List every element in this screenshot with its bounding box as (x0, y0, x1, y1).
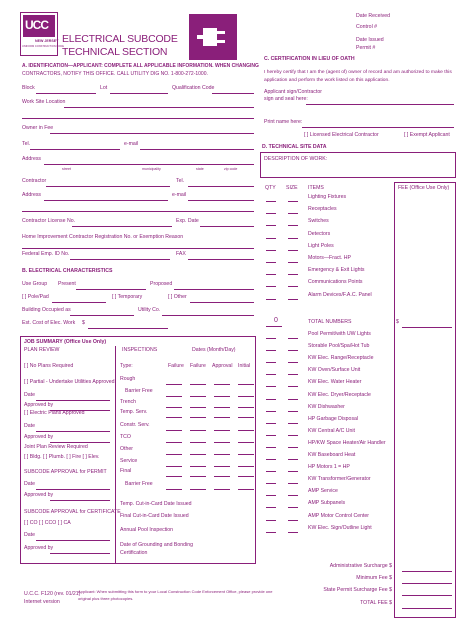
item-label: KW Elec. Sign/Outline Light (308, 524, 372, 531)
qty-field[interactable] (266, 399, 276, 400)
size-field[interactable] (288, 213, 298, 214)
license-field[interactable] (72, 226, 172, 227)
inspection-date-field[interactable] (166, 454, 182, 455)
inspection-date-field[interactable] (214, 407, 230, 408)
inspection-type: Barrier Free (125, 388, 153, 394)
item-label: AMP Motor Control Center (308, 512, 370, 519)
item-label: HP Motors 1 = HP (308, 464, 350, 471)
section-d-heading: D. TECHNICAL SITE DATA (262, 144, 327, 150)
inspection-date-field[interactable] (190, 466, 206, 467)
inspection-date-field[interactable] (214, 430, 230, 431)
section-a-heading: A. IDENTIFICATION—APPLICANT: COMPLETE ALL APPLICABLE INFORMATION. WHEN CHANGING (22, 63, 259, 69)
pole-pad-checkbox[interactable]: [ ] Pole/Pad (22, 294, 49, 300)
inspection-type: Barrier Free (125, 481, 153, 487)
item-label: Switches (308, 218, 329, 225)
inspection-date-field[interactable] (238, 417, 254, 418)
certificate-checkboxes[interactable]: [ ] CO [ ] CCO [ ] CA (24, 520, 71, 526)
qty-field[interactable] (266, 238, 276, 239)
qty-field[interactable] (266, 225, 276, 226)
exempt-applicant-checkbox[interactable]: [ ] Exempt Applicant (404, 132, 450, 138)
item-label: Pool Permit/with UW Lights (308, 331, 371, 337)
item-label: KW Oven/Surface Unit (308, 367, 361, 374)
inspection-date-field[interactable] (214, 476, 230, 477)
item-label: AMP Subpanels (308, 500, 346, 507)
inspection-date-field[interactable] (214, 466, 230, 467)
inspection-type: Annual Pool Inspection (120, 527, 174, 533)
inspection-date-field[interactable] (190, 476, 206, 477)
lot-field[interactable] (110, 93, 168, 94)
owner-address-field[interactable] (44, 164, 254, 165)
inspection-date-field[interactable] (166, 384, 182, 385)
inspection-type: Temp. Cut-in-Card Date Issued (120, 501, 192, 507)
inspection-date-field[interactable] (238, 430, 254, 431)
inspection-type: Other (120, 446, 133, 452)
inspection-date-field[interactable] (238, 489, 254, 490)
plug-icon (189, 14, 237, 60)
inspection-date-field[interactable] (190, 417, 206, 418)
print-name-field[interactable] (302, 127, 454, 128)
section-b-heading: B. ELECTRICAL CHARACTERISTICS (22, 268, 113, 274)
item-label: Light Poles (308, 242, 334, 249)
no-plans-checkbox[interactable]: [ ] No Plans Required (24, 363, 74, 369)
inspection-date-field[interactable] (166, 476, 182, 477)
form-number: U.C.C. F120 (rev. 01/21) (24, 591, 81, 597)
inspection-date-field[interactable] (238, 384, 254, 385)
size-field[interactable] (288, 423, 298, 424)
item-label: Alarm Devices/F.A.C. Panel (308, 291, 372, 298)
size-field[interactable] (288, 286, 298, 287)
item-label: Detectors (308, 230, 331, 237)
item-label: KW Dishwasher (308, 403, 345, 410)
inspection-date-field[interactable] (238, 454, 254, 455)
inspection-date-field[interactable] (214, 489, 230, 490)
inspection-type: Constr. Serv. (120, 422, 150, 428)
contractor-address-field[interactable] (44, 200, 168, 201)
inspection-date-field[interactable] (166, 407, 182, 408)
minimum-fee-field[interactable] (402, 583, 452, 584)
qty-field[interactable] (266, 362, 276, 363)
qty-field[interactable] (266, 507, 276, 508)
federal-id-field[interactable] (70, 259, 170, 260)
contractor-email-field[interactable] (188, 200, 254, 201)
item-label: KW Transformer/Generator (308, 476, 371, 483)
joint-plan-checkboxes[interactable]: [ ] Bldg. [ ] Plumb. [ ] Fire [ ] Elev. (24, 454, 100, 460)
temporary-checkbox[interactable]: [ ] Temporary (112, 294, 143, 300)
inspection-date-field[interactable] (190, 430, 206, 431)
inspection-date-field[interactable] (166, 396, 182, 397)
form-title-line1: ELECTRICAL SUBCODE (62, 33, 178, 45)
qty-field[interactable] (266, 350, 276, 351)
job-summary-heading: JOB SUMMARY (Office Use Only) (24, 339, 107, 345)
size-field[interactable] (288, 350, 298, 351)
inspection-type: Temp. Serv. (120, 409, 148, 415)
qty-field[interactable] (266, 423, 276, 424)
qty-field[interactable] (266, 374, 276, 375)
size-field[interactable] (288, 238, 298, 239)
qualification-code-field[interactable] (212, 93, 254, 94)
signature-field[interactable] (306, 104, 454, 105)
ucc-logo: UCC NEW JERSEY UNIFORM CONSTRUCTION CODE (20, 12, 58, 56)
item-label: KW Central A/C Unit (308, 427, 355, 434)
size-field[interactable] (288, 411, 298, 412)
qty-field[interactable] (266, 411, 276, 412)
qty-field[interactable] (266, 262, 276, 263)
inspection-type: Rough (120, 376, 136, 382)
fee-column (394, 182, 456, 618)
qty-field[interactable] (266, 201, 276, 202)
building-occupied-field[interactable] (70, 315, 134, 316)
proposed-field[interactable] (174, 289, 254, 290)
admin-surcharge-field[interactable] (402, 571, 452, 572)
owner-tel-field[interactable] (30, 149, 120, 150)
fax-field[interactable] (188, 259, 254, 260)
size-field[interactable] (288, 447, 298, 448)
inspection-date-field[interactable] (214, 384, 230, 385)
inspection-date-field[interactable] (238, 466, 254, 467)
contractor-tel-field[interactable] (188, 186, 254, 187)
qty-field[interactable] (266, 532, 276, 533)
present-field[interactable] (76, 289, 146, 290)
size-field[interactable] (288, 399, 298, 400)
qty-field[interactable] (266, 483, 276, 484)
block-field[interactable] (36, 93, 96, 94)
inspection-date-field[interactable] (190, 396, 206, 397)
inspection-date-field[interactable] (238, 442, 254, 443)
inspection-date-field[interactable] (190, 489, 206, 490)
inspection-date-field[interactable] (238, 396, 254, 397)
inspection-type: Service (120, 458, 138, 464)
form-title-line2: TECHNICAL SECTION (62, 46, 168, 58)
inspection-date-field[interactable] (214, 442, 230, 443)
size-field[interactable] (288, 435, 298, 436)
item-label: KW Elec. Dryer/Receptacle (308, 391, 371, 398)
section-c-heading: C. CERTIFICATION IN LIEU OF OATH (264, 56, 355, 62)
qty-field[interactable] (266, 495, 276, 496)
size-field[interactable] (288, 201, 298, 202)
item-label: Lighting Fixtures (308, 194, 347, 200)
item-label: Storable Pool/Spa/Hot Tub (308, 343, 370, 350)
inspection-type: Date of Grounding and Bonding (120, 542, 193, 548)
item-label: Communications Points (308, 279, 363, 286)
est-cost-field[interactable] (88, 328, 168, 329)
size-field[interactable] (288, 386, 298, 387)
other-checkbox[interactable]: [ ] Other (168, 294, 187, 300)
qty-field[interactable] (266, 471, 276, 472)
size-field[interactable] (288, 471, 298, 472)
inspection-date-field[interactable] (166, 466, 182, 467)
qty-field[interactable] (266, 520, 276, 521)
item-label: Emergency & Exit Lights (308, 267, 365, 274)
size-field[interactable] (288, 532, 298, 533)
item-label: KW Baseboard Heat (308, 452, 356, 458)
partial-checkbox[interactable]: [ ] Partial - Undertake Utilities Approved (24, 379, 115, 385)
exp-date-field[interactable] (200, 226, 254, 227)
size-field[interactable] (288, 262, 298, 263)
owner-field[interactable] (50, 133, 254, 134)
item-label: AMP Service (308, 488, 338, 495)
home-improvement-field[interactable] (22, 248, 254, 249)
size-field[interactable] (288, 374, 298, 375)
size-field[interactable] (288, 250, 298, 251)
inspection-date-field[interactable] (238, 476, 254, 477)
inspection-type: Trench (120, 399, 136, 405)
qty-field[interactable] (266, 274, 276, 275)
size-field[interactable] (288, 225, 298, 226)
size-field[interactable] (288, 338, 298, 339)
item-label: HP Garbage Disposal (308, 415, 359, 422)
state-permit-field[interactable] (402, 595, 452, 596)
size-field[interactable] (288, 507, 298, 508)
inspection-date-field[interactable] (190, 384, 206, 385)
inspection-date-field[interactable] (190, 454, 206, 455)
inspection-date-field[interactable] (214, 396, 230, 397)
qty-field[interactable] (266, 286, 276, 287)
contractor-field[interactable] (46, 186, 170, 187)
inspection-type: Certification (120, 550, 148, 556)
work-site-field[interactable] (64, 107, 254, 108)
size-field[interactable] (288, 459, 298, 460)
utility-co-field[interactable] (162, 315, 254, 316)
qty-field[interactable] (266, 435, 276, 436)
qty-field[interactable] (266, 299, 276, 300)
size-field[interactable] (288, 362, 298, 363)
qty-field[interactable] (266, 338, 276, 339)
inspection-date-field[interactable] (238, 407, 254, 408)
inspection-date-field[interactable] (190, 442, 206, 443)
item-label: HP/KW Space Heater/Air Handler (308, 439, 386, 446)
item-label: Receptacles (308, 206, 337, 213)
inspection-date-field[interactable] (166, 430, 182, 431)
qty-field[interactable] (266, 459, 276, 460)
inspection-date-field[interactable] (214, 454, 230, 455)
size-field[interactable] (288, 274, 298, 275)
qty-field[interactable] (266, 250, 276, 251)
licensed-contractor-checkbox[interactable]: [ ] Licensed Electrical Contractor (304, 132, 379, 138)
inspection-type: TCO (120, 434, 131, 440)
size-field[interactable] (288, 483, 298, 484)
item-label: KW Elec. Water Heater (308, 379, 362, 386)
elec-plans-checkbox[interactable]: [ ] Electric Plans Approved (24, 410, 85, 416)
inspection-date-field[interactable] (166, 417, 182, 418)
item-label: Motors—Fract. HP (308, 255, 351, 261)
inspection-date-field[interactable] (166, 442, 182, 443)
total-fee-field[interactable] (402, 608, 452, 609)
inspection-type: Final Cut-in-Card Date Issued (120, 513, 189, 519)
inspection-date-field[interactable] (166, 489, 182, 490)
size-field[interactable] (288, 299, 298, 300)
qty-field[interactable] (266, 386, 276, 387)
inspection-type: Final (120, 468, 132, 474)
qty-field[interactable] (266, 447, 276, 448)
owner-email-field[interactable] (140, 149, 254, 150)
item-label: KW Elec. Range/Receptacle (308, 355, 374, 362)
qty-field[interactable] (266, 213, 276, 214)
size-field[interactable] (288, 495, 298, 496)
inspection-date-field[interactable] (214, 417, 230, 418)
size-field[interactable] (288, 520, 298, 521)
inspection-date-field[interactable] (190, 407, 206, 408)
